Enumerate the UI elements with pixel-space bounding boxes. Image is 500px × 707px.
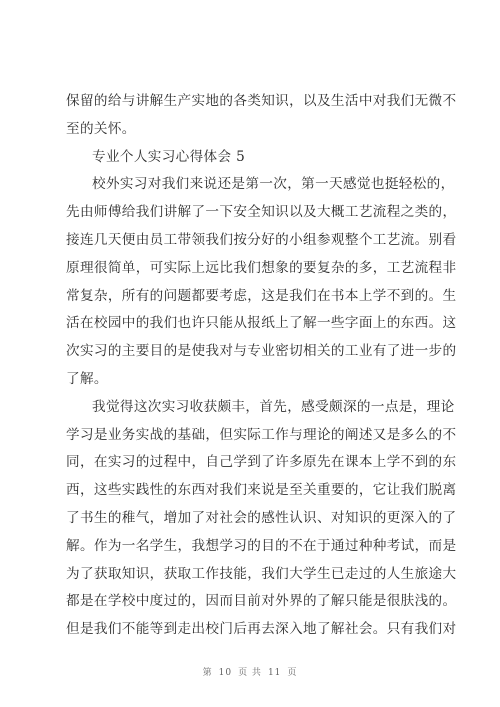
text-line: 了书生的稚气，增加了对社会的感性认识、对知识的更深入的了: [66, 509, 457, 526]
text-line: 都是在学校中度过的，因而目前对外界的了解只能是很肤浅的。: [66, 593, 457, 610]
text-line: 但是我们不能等到走出校门后再去深入地了解社会。只有我们对: [66, 621, 457, 638]
text-line: 原理很简单，可实际上远比我们想象的要复杂的多，工艺流程非: [66, 259, 457, 276]
text-line: 专业个人实习心得体会 5: [92, 148, 246, 165]
text-line: 解。作为一名学生，我想学习的目的不在于通过种种考试，而是: [66, 537, 457, 554]
text-line: 西，这些实践性的东西对我们来说是至关重要的，它让我们脱离: [66, 482, 457, 499]
text-line: 校外实习对我们来说还是第一次，第一天感觉也挺轻松的，: [92, 176, 455, 193]
text-line: 常复杂，所有的问题都要考虑，这是我们在书本上学不到的。生: [66, 287, 457, 304]
footer-label-di: 第: [202, 668, 213, 678]
text-line: 活在校园中的我们也许只能从报纸上了解一些字面上的东西。这: [66, 315, 457, 332]
document-body: [66, 88, 457, 644]
text-line: 接连几天便由员工带领我们按分好的小组参观整个工艺流。别看: [66, 231, 457, 248]
text-line: 至的关怀。: [66, 120, 136, 137]
text-line: 先由师傅给我们讲解了一下安全知识以及大概工艺流程之类的，: [66, 204, 457, 221]
text-line: 保留的给与讲解生产实地的各类知识，以及生活中对我们无微不: [66, 93, 457, 109]
text-line: 为了获取知识，获取工作技能，我们大学生已走过的人生旅途大: [66, 565, 457, 582]
text-line: 次实习的主要目的是使我对与专业密切相关的工业有了进一步的: [66, 343, 457, 360]
text-line: 学习是业务实战的基础，但实际工作与理论的阐述又是多么的不: [66, 426, 457, 443]
footer-current-page: 10: [218, 668, 233, 678]
footer-total-pages: 11: [267, 668, 282, 678]
text-line: 我觉得这次实习收获颇丰，首先，感受颇深的一点是，理论: [92, 398, 455, 415]
footer-label-ye: 页: [287, 668, 298, 678]
footer-label-ye-gong: 页 共: [238, 668, 262, 678]
text-line: 同，在实习的过程中，自己学到了许多原先在课本上学不到的东: [66, 454, 457, 471]
page-footer: [0, 665, 500, 678]
text-line: 了解。: [66, 370, 108, 387]
